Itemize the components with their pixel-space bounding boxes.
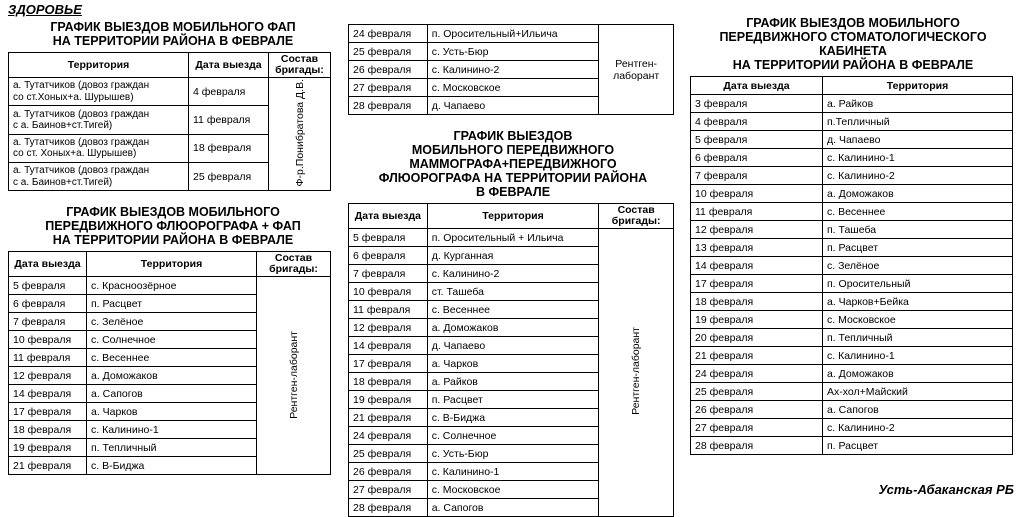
xr-territory-cell: п. Оросительный+Ильича [427,25,599,43]
stomat-title-line4: НА ТЕРРИТОРИИ РАЙОНА В ФЕВРАЛЕ [732,58,974,72]
st-date-cell: 14 февраля [691,257,823,275]
mm-territory-cell: с. Московское [427,481,599,499]
ff-date-cell: 12 февраля [9,367,87,385]
ff-header-territory: Территория [87,252,257,277]
mm-date-cell: 24 февраля [349,427,428,445]
mammo-title [348,129,678,199]
mm-territory-cell: а. Доможаков [427,319,599,337]
st-date-cell: 13 февраля [691,239,823,257]
table-row [691,347,1013,365]
mammo-title-line2: МОБИЛЬНОГО ПЕРЕДВИЖНОГО [411,143,615,157]
mm-territory-cell: а. Райков [427,373,599,391]
fluoro-fap-title-line2: ПЕРЕДВИЖНОГО ФЛЮОРОГРАФА + ФАП [45,219,301,234]
table-row [691,437,1013,455]
fap-territory-cell [9,134,189,162]
st-date-cell: 3 февраля [691,95,823,113]
mm-date-cell: 27 февраля [349,481,428,499]
document-footer: Усть-Абаканская РБ [878,482,1014,497]
st-date-cell: 5 февраля [691,131,823,149]
mm-territory-cell: с. Весеннее [427,301,599,319]
fap-territory-line1: а. Тутатчиков (довоз граждан [13,108,150,120]
mm-date-cell: 10 февраля [349,283,428,301]
fap-date-cell: 11 февраля [189,106,269,134]
table-row [691,329,1013,347]
st-territory-cell: с. Московское [823,311,1013,329]
mm-territory-cell: с. В-Биджа [427,409,599,427]
mm-territory-cell: ст. Ташеба [427,283,599,301]
ff-date-cell: 11 февраля [9,349,87,367]
fap-territory-cell [9,106,189,134]
fap-header-territory: Территория [9,53,189,78]
st-header-territory: Территория [823,77,1013,95]
ff-territory-cell: с. Солнечное [87,331,257,349]
st-territory-cell: с. Калинино-2 [823,167,1013,185]
fap-date-cell: 18 февраля [189,134,269,162]
ff-territory-cell: с. Зелёное [87,313,257,331]
ff-territory-cell: п. Тепличный [87,439,257,457]
mm-territory-cell: с. Калинино-1 [427,463,599,481]
st-date-cell: 10 февраля [691,185,823,203]
st-date-cell: 28 февраля [691,437,823,455]
table-header-row [9,53,331,78]
fap-header-date: Дата выезда [189,53,269,78]
ff-territory-cell: а. Доможаков [87,367,257,385]
st-territory-cell: с. Зелёное [823,257,1013,275]
mm-date-cell: 6 февраля [349,247,428,265]
fap-territory-line1: а. Тутатчиков (довоз граждан [13,165,150,177]
mm-territory-cell: д. Курганная [427,247,599,265]
st-territory-cell: а. Доможаков [823,185,1013,203]
mm-header-brigade: Состав бригады: [599,204,674,229]
ff-date-cell: 21 февраля [9,457,87,475]
stomat-title-line3: КАБИНЕТА [819,44,887,58]
section-label: ЗДОРОВЬЕ [8,2,82,17]
xr-date-cell: 27 февраля [349,79,428,97]
ff-territory-cell: а. Чарков [87,403,257,421]
mm-date-cell: 5 февраля [349,229,428,247]
st-date-cell: 26 февраля [691,401,823,419]
st-territory-cell: п.Тепличный [823,113,1013,131]
mammo-title-line5: В ФЕВРАЛЕ [475,185,551,199]
st-date-cell: 24 февраля [691,365,823,383]
xr-date-cell: 25 февраля [349,43,428,61]
mm-territory-cell: с. Калинино-2 [427,265,599,283]
table-row [691,149,1013,167]
stomat-title-line1: ГРАФИК ВЫЕЗДОВ МОБИЛЬНОГО [746,16,960,30]
table-row [691,239,1013,257]
fap-date-cell: 4 февраля [189,78,269,106]
fap-territory-line2: с а. Баинов+ст.Тигей) [13,120,113,132]
mm-date-cell: 21 февраля [349,409,428,427]
xr-date-cell: 24 февраля [349,25,428,43]
table-row [691,221,1013,239]
ff-brigade-cell [257,277,331,475]
mm-date-cell: 26 февраля [349,463,428,481]
fap-brigade-cell [269,78,331,191]
mm-brigade-label: Рентген-лаборант [630,327,643,415]
fap-territory-cell [9,78,189,106]
fluoro-fap-title-line3: НА ТЕРРИТОРИИ РАЙОНА В ФЕВРАЛЕ [52,233,294,248]
mm-territory-cell: с. Солнечное [427,427,599,445]
mm-brigade-cell [599,229,674,517]
table-row [691,383,1013,401]
mm-date-cell: 11 февраля [349,301,428,319]
mm-territory-cell: п. Оросительный + Ильича [427,229,599,247]
right-column [690,16,1016,455]
table-row [691,257,1013,275]
st-territory-cell: с. Калинино-2 [823,419,1013,437]
table-row [691,113,1013,131]
ff-date-cell: 5 февраля [9,277,87,295]
table-row [691,131,1013,149]
table-row [691,203,1013,221]
st-territory-cell: п. Ташеба [823,221,1013,239]
table-row [691,419,1013,437]
fluoro-fap-table [8,251,331,475]
mm-header-territory: Территория [427,204,599,229]
ff-date-cell: 14 февраля [9,385,87,403]
ff-territory-cell: с. В-Биджа [87,457,257,475]
xr-territory-cell: с. Усть-Бюр [427,43,599,61]
st-date-cell: 6 февраля [691,149,823,167]
middle-column [348,24,678,517]
ff-territory-cell: с. Красноозёрное [87,277,257,295]
st-date-cell: 25 февраля [691,383,823,401]
ff-territory-cell: с. Весеннее [87,349,257,367]
ff-date-cell: 18 февраля [9,421,87,439]
fap-territory-line1: а. Тутатчиков (довоз граждан [13,80,150,92]
stomat-table [690,76,1013,455]
st-territory-cell: п. Расцвет [823,239,1013,257]
mm-date-cell: 7 февраля [349,265,428,283]
fap-table [8,52,331,191]
st-date-cell: 27 февраля [691,419,823,437]
fluoro-fap-title-line1: ГРАФИК ВЫЕЗДОВ МОБИЛЬНОГО [66,205,280,220]
fap-territory-line2: со ст.Хоных+а. Шурышев) [13,91,134,103]
st-date-cell: 7 февраля [691,167,823,185]
st-territory-cell: Ах-хол+Майский [823,383,1013,401]
stomat-title-line2: ПЕРЕДВИЖНОГО СТОМАТОЛОГИЧЕСКОГО [719,30,987,44]
table-header-row [349,204,674,229]
fap-territory-line2: со ст. Хоных+а. Шурышев) [13,148,137,160]
mm-territory-cell: а. Сапогов [427,499,599,517]
table-row [9,78,331,106]
left-column [8,2,338,475]
st-date-cell: 21 февраля [691,347,823,365]
table-row [691,311,1013,329]
table-row [349,229,674,247]
ff-header-brigade: Состав бригады: [257,252,331,277]
table-row [691,95,1013,113]
table-row [691,167,1013,185]
mm-date-cell: 12 февраля [349,319,428,337]
ff-date-cell: 17 февраля [9,403,87,421]
ff-date-cell: 10 февраля [9,331,87,349]
st-territory-cell: с. Весеннее [823,203,1013,221]
ff-date-cell: 7 февраля [9,313,87,331]
xr-date-cell: 28 февраля [349,97,428,115]
xr-territory-cell: д. Чапаево [427,97,599,115]
st-territory-cell: с. Калинино-1 [823,149,1013,167]
table-header-row [9,252,331,277]
mm-date-cell: 19 февраля [349,391,428,409]
xr-brigade-cell [599,25,674,115]
mammo-title-line1: ГРАФИК ВЫЕЗДОВ [453,129,573,143]
mm-territory-cell: д. Чапаево [427,337,599,355]
st-territory-cell: а. Чарков+Бейка [823,293,1013,311]
ff-date-cell: 6 февраля [9,295,87,313]
mammo-title-line3: МАММОГРАФА+ПЕРЕДВИЖНОГО [409,157,617,171]
st-territory-cell: д. Чапаево [823,131,1013,149]
table-row [691,401,1013,419]
mammo-table [348,203,674,517]
fap-territory-cell [9,163,189,191]
st-date-cell: 12 февраля [691,221,823,239]
fluoro-fap-title [8,205,338,247]
st-territory-cell: п. Тепличный [823,329,1013,347]
table-header-row [691,77,1013,95]
st-date-cell: 18 февраля [691,293,823,311]
mm-date-cell: 25 февраля [349,445,428,463]
st-territory-cell: п. Расцвет [823,437,1013,455]
ff-territory-cell: п. Расцвет [87,295,257,313]
fap-brigade-label: Ф-р.Понибратова Д.В. [293,79,306,187]
ff-date-cell: 19 февраля [9,439,87,457]
mm-date-cell: 28 февраля [349,499,428,517]
fap-title-line1: ГРАФИК ВЫЕЗДОВ МОБИЛЬНОГО ФАП [50,20,296,34]
fap-header-brigade: Состав бригады: [269,53,331,78]
st-territory-cell: а. Райков [823,95,1013,113]
mammo-title-line4: ФЛЮОРОГРАФА НА ТЕРРИТОРИИ РАЙОНА [378,171,648,185]
xr-territory-cell: с. Калинино-2 [427,61,599,79]
mm-territory-cell: а. Чарков [427,355,599,373]
fap-title [8,20,338,48]
xr-brigade-label: Рентген-лаборант [613,57,660,82]
st-territory-cell: а. Сапогов [823,401,1013,419]
ff-header-date: Дата выезда [9,252,87,277]
fap-territory-line2: с а. Баинов+ст.Тигей) [13,176,113,188]
mm-header-date: Дата выезда [349,204,428,229]
mm-date-cell: 17 февраля [349,355,428,373]
fap-territory-line1: а. Тутатчиков (довоз граждан [13,136,150,148]
fap-date-cell: 25 февраля [189,163,269,191]
xr-territory-cell: с. Московское [427,79,599,97]
st-date-cell: 4 февраля [691,113,823,131]
xray-continuation-table [348,24,674,115]
mm-date-cell: 18 февраля [349,373,428,391]
st-header-date: Дата выезда [691,77,823,95]
ff-territory-cell: а. Сапогов [87,385,257,403]
table-row [349,25,674,43]
st-date-cell: 11 февраля [691,203,823,221]
mm-date-cell: 14 февраля [349,337,428,355]
table-row [9,277,331,295]
ff-territory-cell: с. Калинино-1 [87,421,257,439]
st-date-cell: 17 февраля [691,275,823,293]
st-date-cell: 19 февраля [691,311,823,329]
table-row [691,365,1013,383]
fap-title-line2: НА ТЕРРИТОРИИ РАЙОНА В ФЕВРАЛЕ [52,34,294,48]
table-row [691,185,1013,203]
mm-territory-cell: с. Усть-Бюр [427,445,599,463]
xr-date-cell: 26 февраля [349,61,428,79]
st-territory-cell: с. Калинино-1 [823,347,1013,365]
ff-brigade-label: Рентген-лаборант [287,330,300,419]
st-territory-cell: а. Доможаков [823,365,1013,383]
st-territory-cell: п. Оросительный [823,275,1013,293]
mm-territory-cell: п. Расцвет [427,391,599,409]
table-row [691,275,1013,293]
stomat-title [690,16,1016,72]
table-row [691,293,1013,311]
st-date-cell: 20 февраля [691,329,823,347]
